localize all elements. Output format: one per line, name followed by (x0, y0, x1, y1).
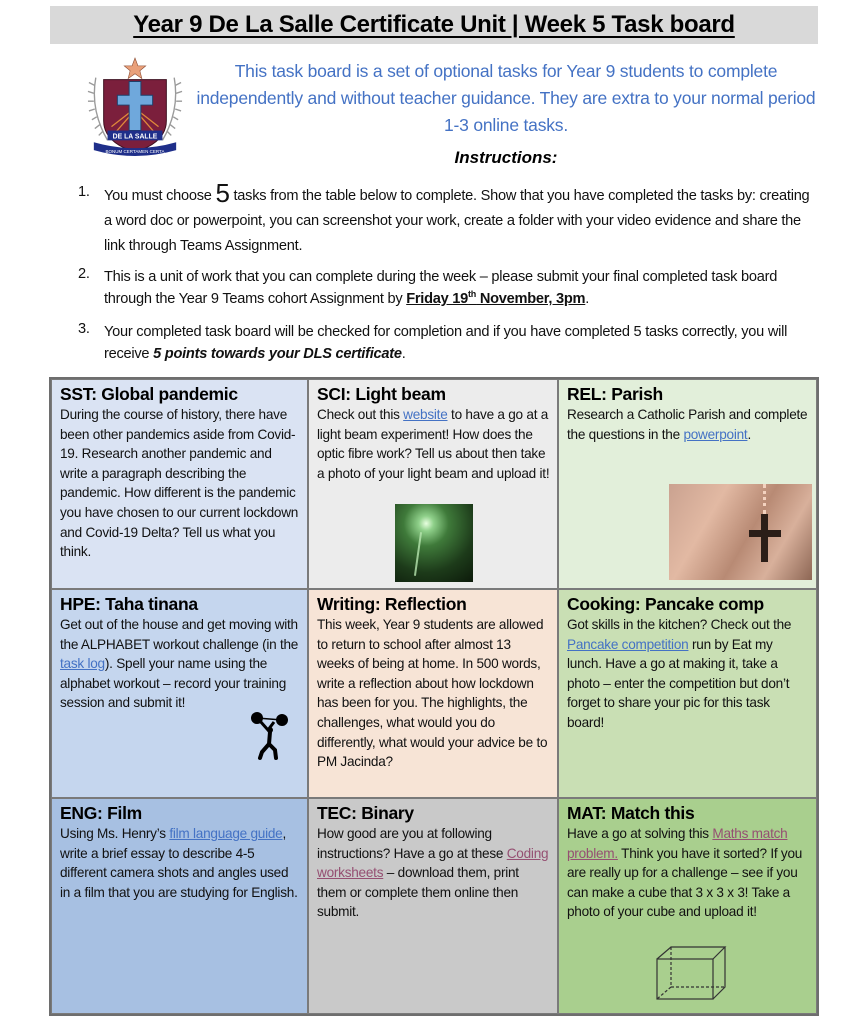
task-description: During the course of history, there have been other pandemics aside from Covid-19. Research another pandemic and write a paragraph describing the pandemic. How different is the pandemic you have chosen to our current lockdown and Covid-19 Delta? Tell us what you think. (60, 407, 299, 560)
instruction-item: 2. This is a unit of work that you can complete during the week – please submit your final completed task board through the Year 9 Teams cohort Assignment by Friday 19th November, 3pm. (78, 266, 778, 307)
task-description: Have a go at solving this Maths match problem. Think you have it sorted? If you are really up for a challenge – see if you can make a cube that 3 x 3 x 3! Take a photo of your cube and upload it! (567, 826, 803, 920)
rosary-photo (669, 484, 812, 580)
task-cell-cooking (558, 589, 817, 798)
instructions-heading: Instructions: (454, 148, 558, 167)
intro-text: This task board is a set of optional tasks for Year 9 students to complete independently and without teacher guidance. They are extra to your normal period 1-3 online tasks. (196, 61, 816, 135)
task-description: How good are you at following instructions? Have a go at these Coding worksheets – download them, print them or complete them online then submit. (317, 826, 549, 920)
powerpoint-link[interactable]: powerpoint (683, 426, 748, 442)
de-la-salle-crest-logo (86, 56, 184, 160)
light-beam-photo (395, 504, 473, 582)
instruction-text: tasks from the table below to complete. Show that you have completed the tasks by: creating a word doc or powerpoint, you can screenshot your work, create a folder with your video evidence and share the link through Teams Assignment. (104, 188, 810, 254)
instruction-number: 2. (78, 266, 90, 282)
maths-match-problem-link[interactable]: Maths match problem. (567, 826, 788, 861)
page-title: Year 9 De La Salle Certificate Unit | Week 5 Task board (133, 11, 735, 38)
task-cell-tec (308, 798, 558, 1014)
film-language-guide-link[interactable]: film language guide (169, 826, 283, 841)
task-description: Research a Catholic Parish and complete the questions in the powerpoint. (567, 407, 808, 442)
task-title: TEC: Binary (317, 803, 414, 823)
task-cell-sci (308, 379, 558, 589)
title-bar (50, 6, 818, 44)
instruction-text: This is a unit of work that you can complete during the week – please submit your final completed task board through the Year 9 Teams cohort Assignment by (104, 269, 778, 307)
instruction-item: 3. Your completed task board will be checked for completion and if you have completed 5 tasks correctly, you will receive 5 points towards your DLS certificate. (78, 321, 788, 362)
deadline-text: Friday 19th November, 3pm (406, 289, 586, 307)
weightlifter-icon (250, 712, 290, 762)
task-cell-writing (308, 589, 558, 798)
cube-icon (655, 945, 727, 1001)
task-title: Cooking: Pancake comp (567, 594, 764, 614)
task-log-link[interactable]: task log (60, 656, 105, 672)
crest-motto: BONUM CERTAMEN CERTA (105, 149, 165, 155)
instruction-highlight-number: 5 (215, 178, 230, 208)
task-title: SST: Global pandemic (60, 384, 238, 404)
task-description: Get out of the house and get moving with the ALPHABET workout challenge (in the task log). Spell your name using the alphabet workout – record your training session and submit it! (60, 617, 299, 711)
instruction-text: Your completed task board will be checked for completion and if you have completed 5 tasks correctly, you will receive (104, 324, 788, 362)
crest-banner-text: DE LA SALLE (112, 133, 158, 141)
task-cell-rel (558, 379, 817, 589)
task-title: ENG: Film (60, 803, 142, 823)
task-title: MAT: Match this (567, 803, 695, 823)
instruction-text: You must choose (104, 188, 216, 204)
pancake-competition-link[interactable]: Pancake competition (567, 636, 689, 652)
task-board-table (49, 377, 819, 1016)
instruction-number: 3. (78, 321, 90, 337)
instruction-number: 1. (78, 184, 90, 200)
task-cell-sst (51, 379, 308, 589)
task-cell-mat (558, 798, 817, 1014)
task-description: This week, Year 9 students are allowed to return to school after almost 13 weeks of being at home. In 500 words, write a reflection about how lockdown has been for you. The highlights, the challenges, what would you do differently, what would your advice be to PM Jacinda? (317, 617, 548, 770)
task-cell-hpe (51, 589, 308, 798)
star-icon (124, 58, 146, 79)
task-title: SCI: Light beam (317, 384, 446, 404)
coding-worksheets-link[interactable]: Coding worksheets (317, 845, 549, 881)
task-title: Writing: Reflection (317, 594, 467, 614)
instruction-item (78, 178, 818, 259)
task-description: Using Ms. Henry’s film language guide, write a brief essay to describe 4-5 different camera shots and angles used in a film that you are studying for English. (60, 826, 298, 900)
task-description: Got skills in the kitchen? Check out the Pancake competition run by Eat my lunch. Have a go at making it, take a photo – enter the competition but don’t forget to share your pic for this task board! (567, 617, 792, 730)
website-link[interactable]: website (403, 407, 448, 422)
task-title: HPE: Taha tinana (60, 594, 198, 614)
task-cell-eng (51, 798, 308, 1014)
points-emphasis: 5 points towards your DLS certificate (153, 346, 402, 362)
task-description: Check out this website to have a go at a light beam experiment! How does the optic fibre work? Tell us about then take a photo of your light beam and upload it! (317, 407, 550, 481)
task-title: REL: Parish (567, 384, 663, 404)
